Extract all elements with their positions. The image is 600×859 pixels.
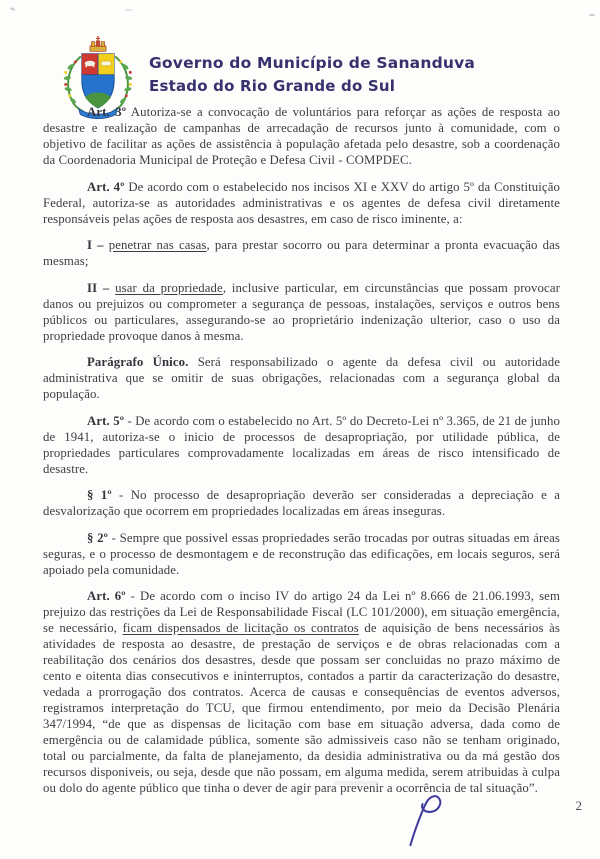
scan-artifact: [125, 9, 132, 11]
paragraph-par-2: § 2º - Sempre que possivel essas propriedades serão trocadas por outras situadas em áreas seguras, e o processo de desmontagem e de reconstrução das edificações, em locais seguros, será apoiado pela comunidade.: [43, 530, 560, 577]
shield: [82, 54, 114, 108]
page-number: 2: [575, 798, 582, 813]
org-name: Governo do Município de Sananduva: [149, 54, 476, 72]
plow-charge: [101, 61, 112, 66]
paragraph-art-4: Art. 4º De acordo com o estabelecido nos incisos XI e XXV do artigo 5º da Constituição Federal, autoriza-se as autoridades administrativas e os agentes de defesa civil diretamente responsáveis pelas ações de resposta aos desastres, em caso de risco iminente, a:: [43, 179, 560, 226]
paragraph-art-5: Art. 5º - De acordo com o estabelecido no Art. 5º do Decreto-Lei nº 3.365, de 21 de junho de 1941, autoriza-se o inicio de processos de desapropriação, por utilidade pública, de propriedades particulares comprovadamente localizadas em áreas de risco intensificado de desastre.: [43, 413, 561, 476]
paragraph-art-3: Art. 3º Autoriza-se a convocação de voluntários para reforçar as ações de resposta ao desastre e realização de campanhas de arrecadação de recursos junto à comunidade, com o objetivo de facilitar as ações de assistência à população afetada pelo desastre, sob a coordenação da Coordenadoria Municipal de Proteção e Defesa Civil - COMPDEC.: [43, 105, 561, 167]
signature-initials-icon: [398, 792, 448, 850]
crown: [90, 36, 106, 51]
paragraph-paragrafo-unico: Parágrafo Único. Será responsabilizado o agente da defesa civil ou autoridade administrativa que se omitir de suas obrigações, relacionadas com a segurança global da população.: [43, 355, 560, 401]
scan-artifact: [10, 7, 15, 11]
paragraph-inciso-i: I – penetrar nas casas, para prestar socorro ou para determinar a pronta evacuação das mesmas;: [43, 238, 560, 268]
paragraph-art-6: Art. 6º - De acordo com o inciso IV do artigo 24 da Lei nº 8.666 de 21.06.1993, sem prejuizo das restrições da Lei de Responsabilidade Fiscal (LC 101/2000), em situação emergência, se necessário, ficam dispensados de licitação os contratos de aquisição de bens necessários às atividades de resposta ao desastre, de prestação de serviços e de obras relacionadas com a reabilitação dos cenários dos desastres, desde que possam ser concluidas no prazo máximo de cento e oitenta dias consecutivos e ininterruptos, contados a partir da caracterização do desastre, vedada a prorrogação dos contratos. Acerca de causas e consequências de eventos adversos, registramos interpretação do TCU, que firmou entendimento, por meio da Decisão Plenária 347/1994, “de que as dispensas de licitação com base em situação adversa, dada como de emergência ou de calamidade pública, somente são admissiveis caso não se tenham originado, total ou parcialmente, da falta de planejamento, da desidia administrativa ou da má gestão dos recursos disponiveis, ou seja, desde que não possam, em alguma medida, serem atribuidas à culpa ou dolo do agente público que tinha o dever de agir para prevenir a ocorrência de tal situação”.: [43, 589, 560, 795]
org-state: Estado do Rio Grande do Sul: [149, 77, 396, 95]
document-body: [43, 104, 560, 807]
paragraph-par-1: § 1º - No processo de desapropriação deverão ser consideradas a depreciação e a desvalorização que ocorrem em propriedades localizadas em áreas inseguras.: [43, 488, 560, 518]
org-title-block: [149, 52, 475, 104]
scan-artifact: [589, 14, 595, 16]
paragraph-inciso-ii: II – usar da propriedade, inclusive particular, em circunstâncias que possam provocar danos ou prejuizos ou comprometer a segurança de pessoas, instalações, serviços e outros bens públicos ou particulares, assegurando-se ao proprietário indenização ulterior, caso o uso da propriedade provoque danos à mesma.: [43, 280, 560, 343]
